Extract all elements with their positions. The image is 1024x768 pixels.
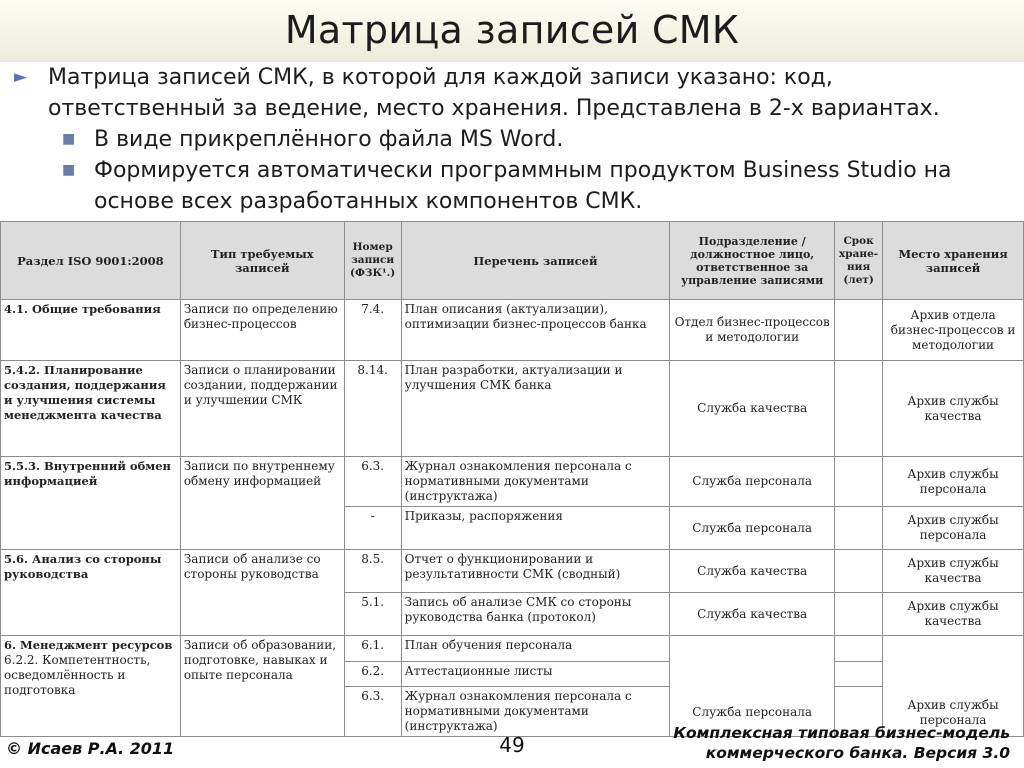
department-cell: Служба качества xyxy=(670,550,835,593)
records-cell: Запись об анализе СМК со стороны руководства банка (протокол) xyxy=(401,593,670,636)
number-cell: 6.1. xyxy=(344,636,401,662)
storage-cell: Архив службы персонала xyxy=(883,507,1024,550)
section-cell: 5.6. Анализ со стороны руководства xyxy=(1,550,181,636)
records-cell: План обучения персонала xyxy=(401,636,670,662)
bullet-main-text: Матрица записей СМК, в которой для каждой записи указано: код, ответственный за ведение, место хранения. Представлена в 2-х вариантах. xyxy=(48,65,940,121)
term-cell xyxy=(835,361,883,457)
bullet-sub-2 xyxy=(14,155,1014,217)
records-cell: Журнал ознакомления персонала с нормативными документами (инструктажа) xyxy=(401,457,670,507)
term-cell xyxy=(835,636,883,662)
bullet-sub-1 xyxy=(14,124,1014,155)
number-cell: 8.5. xyxy=(344,550,401,593)
number-cell: 7.4. xyxy=(344,300,401,361)
storage-cell: Архив службы качества xyxy=(883,361,1024,457)
records-cell: Аттестационные листы xyxy=(401,662,670,687)
section-cell: 4.1. Общие требования xyxy=(1,300,181,361)
section-cell: 5.5.3. Внутренний обмен информацией xyxy=(1,457,181,550)
records-cell: Отчет о функционировании и результативности СМК (сводный) xyxy=(401,550,670,593)
footer-author: © Исаев Р.А. 2011 xyxy=(6,739,175,758)
number-cell: 5.1. xyxy=(344,593,401,636)
square-bullet-icon: ■ xyxy=(62,131,76,147)
table-row xyxy=(1,550,1024,593)
header-department: Подразделение / должностное лицо, ответственное за управление записями xyxy=(670,222,835,300)
storage-cell: Архив службы качества xyxy=(883,550,1024,593)
table-row xyxy=(1,636,1024,662)
records-cell: План описания (актуализации), оптимизации бизнес-процессов банка xyxy=(401,300,670,361)
record-type-cell: Записи об анализе со стороны руководства xyxy=(180,550,344,636)
term-cell xyxy=(835,550,883,593)
number-cell: 8.14. xyxy=(344,361,401,457)
record-type-cell: Записи об образовании, подготовке, навыках и опыте персонала xyxy=(180,636,344,737)
bullet-main xyxy=(14,62,1014,124)
header-records-list: Перечень записей xyxy=(401,222,670,300)
header-term: Срок хране-ния (лет) xyxy=(835,222,883,300)
section-cell: 5.4.2. Планирование создания, поддержания и улучшения системы менеджмента качества xyxy=(1,361,181,457)
bullet-sub-text: Формируется автоматически программным продуктом Business Studio на основе всех разработанных компонентов СМК. xyxy=(94,158,952,214)
department-cell: Служба персонала xyxy=(670,507,835,550)
term-cell xyxy=(835,662,883,687)
slide-title: Матрица записей СМК xyxy=(284,8,740,52)
table-row xyxy=(1,361,1024,457)
department-cell: Служба персонала xyxy=(670,636,835,737)
footer-note xyxy=(673,723,1010,763)
footer-note-line: коммерческого банка. Версия 3.0 xyxy=(705,744,1010,762)
subsection-title: 6.2.2. Компетентность, осведомлённость и подготовка xyxy=(4,653,151,697)
storage-cell: Архив отдела бизнес-процессов и методологии xyxy=(883,300,1024,361)
term-cell xyxy=(835,300,883,361)
storage-cell: Архив службы персонала xyxy=(883,636,1024,737)
term-cell xyxy=(835,593,883,636)
section-title: 6. Менеджмент ресурсов xyxy=(4,638,173,652)
table-row xyxy=(1,457,1024,507)
department-cell: Служба качества xyxy=(670,361,835,457)
number-cell: 6.3. xyxy=(344,457,401,507)
number-cell: 6.2. xyxy=(344,662,401,687)
section-cell xyxy=(1,636,181,737)
table-header-row xyxy=(1,222,1024,300)
square-bullet-icon: ■ xyxy=(62,162,76,178)
number-cell: 6.3. xyxy=(344,687,401,737)
records-cell: Приказы, распоряжения xyxy=(401,507,670,550)
department-cell: Служба качества xyxy=(670,593,835,636)
number-cell: - xyxy=(344,507,401,550)
header-section: Раздел ISO 9001:2008 xyxy=(1,222,181,300)
storage-cell: Архив службы персонала xyxy=(883,457,1024,507)
page-number: 49 xyxy=(499,733,525,757)
term-cell xyxy=(835,457,883,507)
department-cell: Служба персонала xyxy=(670,457,835,507)
storage-cell: Архив службы качества xyxy=(883,593,1024,636)
bullet-list xyxy=(14,62,1014,217)
department-cell: Отдел бизнес-процессов и методологии xyxy=(670,300,835,361)
record-type-cell: Записи по внутреннему обмену информацией xyxy=(180,457,344,550)
term-cell xyxy=(835,507,883,550)
table-row xyxy=(1,300,1024,361)
header-storage: Место хранения записей xyxy=(883,222,1024,300)
header-record-type: Тип требуемых записей xyxy=(180,222,344,300)
records-matrix-table xyxy=(0,221,1024,737)
records-cell: Журнал ознакомления персонала с нормативными документами (инструктажа) xyxy=(401,687,670,737)
record-type-cell: Записи по определению бизнес-процессов xyxy=(180,300,344,361)
records-cell: План разработки, актуализации и улучшения СМК банка xyxy=(401,361,670,457)
bullet-sub-text: В виде прикреплённого файла MS Word. xyxy=(94,127,564,152)
header-number: Номер записи (ФЗК¹.) xyxy=(344,222,401,300)
record-type-cell: Записи о планировании создании, поддержании и улучшении СМК xyxy=(180,361,344,457)
footer-note-line: Комплексная типовая бизнес-модель xyxy=(673,724,1010,742)
triangle-bullet-icon: ► xyxy=(14,67,28,87)
